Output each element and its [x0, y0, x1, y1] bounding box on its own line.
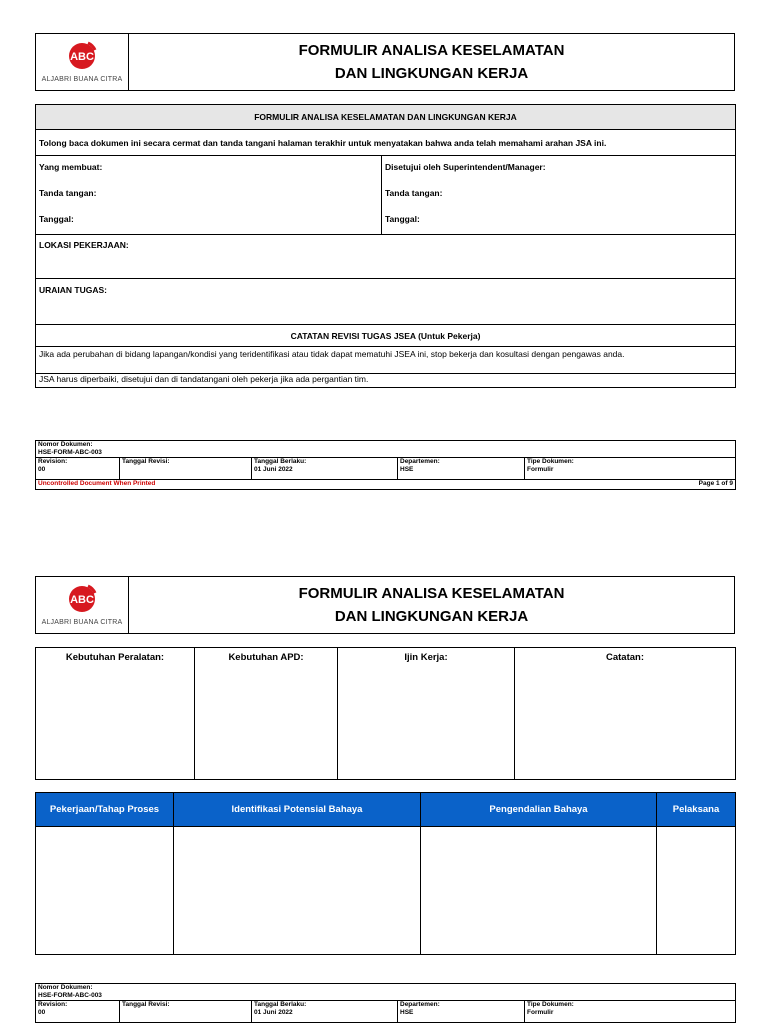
revision-date-label: Tanggal Revisi: [122, 1001, 170, 1008]
doc-type-label: Tipe Dokumen: [527, 458, 574, 465]
date-right-label: Tanggal: [385, 214, 420, 224]
doc-number-label: Nomor Dokumen: [38, 441, 93, 448]
effective-date-label: Tanggal Berlaku: [254, 458, 307, 465]
col-work-step: Pekerjaan/Tahap Proses [36, 793, 174, 827]
form-title-line2: DAN LINGKUNGAN KERJA [334, 65, 529, 82]
svg-text:ABC: ABC [70, 594, 94, 606]
notes-cell[interactable]: Catatan: [515, 648, 736, 780]
page1-footer [35, 440, 736, 490]
doc-type-cell [525, 1001, 736, 1023]
equipment-needs-cell[interactable]: Kebutuhan Peralatan: [36, 648, 195, 780]
revision-date-cell [120, 1001, 252, 1023]
revision-value: 00 [38, 1009, 46, 1016]
doc-type-value: Formulir [527, 466, 554, 473]
revision-note-1: Jika ada perubahan di bidang lapangan/kondisi yang teridentifikasi atau tidak dapat mematuhi JSEA ini, stop bekerja dan kosultasi dengan pengawas anda. [36, 347, 736, 374]
page2-header [35, 576, 735, 634]
revision-heading: CATATAN REVISI TUGAS JSEA (Untuk Pekerja) [36, 325, 736, 347]
uncontrolled-notice: Uncontrolled Document When Printed [38, 480, 156, 487]
approved-by-label: Disetujui oleh Superintendent/Manager: [385, 162, 546, 172]
hazard-analysis-table [35, 792, 736, 955]
ppe-needs-cell[interactable]: Kebutuhan APD: [195, 648, 338, 780]
doc-type-value: Formulir [527, 1009, 554, 1016]
revision-label: Revision: [38, 458, 68, 465]
footer-bottom-row [36, 480, 736, 490]
form-title-line1: FORMULIR ANALISA KESELAMATAN [298, 585, 565, 602]
revision-label: Revision: [38, 1001, 68, 1008]
company-name: ALJABRI BUANA CITRA [41, 76, 123, 83]
effective-date-cell [252, 1001, 398, 1023]
needs-table [35, 647, 736, 780]
revision-cell [36, 458, 120, 480]
doc-number-value: HSE-FORM-ABC-003 [38, 449, 102, 456]
approved-by-cell [382, 156, 736, 235]
form-title-line1: FORMULIR ANALISA KESELAMATAN [298, 42, 565, 59]
made-by-label: Yang membuat: [39, 162, 103, 172]
col-hazard-control: Pengendalian Bahaya [421, 793, 657, 827]
doc-type-cell [525, 458, 736, 480]
doc-number-cell [36, 441, 736, 458]
task-description-field[interactable]: URAIAN TUGAS: [36, 279, 736, 325]
abc-logo-icon [66, 39, 98, 71]
department-label: Departemen: [400, 1001, 440, 1008]
department-cell [398, 458, 525, 480]
doc-type-label: Tipe Dokumen: [527, 1001, 574, 1008]
department-value: HSE [400, 466, 414, 473]
company-logo-p2 [36, 577, 129, 633]
page-number: Page 1 of 9 [698, 480, 733, 487]
hazard-control-cell[interactable] [421, 827, 657, 955]
company-logo [36, 34, 129, 90]
page1-header [35, 33, 735, 91]
abc-logo-icon [66, 582, 98, 614]
date-left-label: Tanggal: [39, 214, 74, 224]
doc-number-cell [36, 984, 736, 1001]
form-instruction: Tolong baca dokumen ini secara cermat dan tanda tangani halaman terakhir untuk menyatakan bahwa anda telah memahami arahan JSA ini. [36, 130, 736, 156]
department-value: HSE [400, 1009, 414, 1016]
svg-text:ABC: ABC [70, 51, 94, 63]
location-field[interactable]: LOKASI PEKERJAAN: [36, 235, 736, 279]
col-executor: Pelaksana [657, 793, 736, 827]
jsa-form-table [35, 104, 736, 388]
col-hazard-identification: Identifikasi Potensial Bahaya [174, 793, 421, 827]
effective-date-value: 01 Juni 2022 [254, 1009, 293, 1016]
revision-date-cell [120, 458, 252, 480]
work-step-cell[interactable] [36, 827, 174, 955]
form-title [129, 34, 734, 90]
company-name: ALJABRI BUANA CITRA [41, 619, 123, 626]
page2-footer [35, 983, 736, 1023]
doc-number-value: HSE-FORM-ABC-003 [38, 992, 102, 999]
revision-value: 00 [38, 466, 46, 473]
work-permit-cell[interactable]: Ijin Kerja: [338, 648, 515, 780]
signature-right-label: Tanda tangan: [385, 188, 443, 198]
effective-date-label: Tanggal Berlaku: [254, 1001, 307, 1008]
hazard-identification-cell[interactable] [174, 827, 421, 955]
signature-left-label: Tanda tangan: [39, 188, 97, 198]
revision-cell [36, 1001, 120, 1023]
department-label: Departemen: [400, 458, 440, 465]
form-title-line2: DAN LINGKUNGAN KERJA [334, 608, 529, 625]
effective-date-value: 01 Juni 2022 [254, 466, 293, 473]
form-title-p2 [129, 577, 734, 633]
revision-note-2: JSA harus diperbaiki, disetujui dan di tandatangani oleh pekerja jika ada pergantian tim. [36, 374, 736, 388]
doc-number-label: Nomor Dokumen: [38, 984, 93, 991]
executor-cell[interactable] [657, 827, 736, 955]
revision-date-label: Tanggal Revisi: [122, 458, 170, 465]
form-heading: FORMULIR ANALISA KESELAMATAN DAN LINGKUNGAN KERJA [36, 105, 736, 130]
prepared-by-cell [36, 156, 382, 235]
department-cell [398, 1001, 525, 1023]
effective-date-cell [252, 458, 398, 480]
